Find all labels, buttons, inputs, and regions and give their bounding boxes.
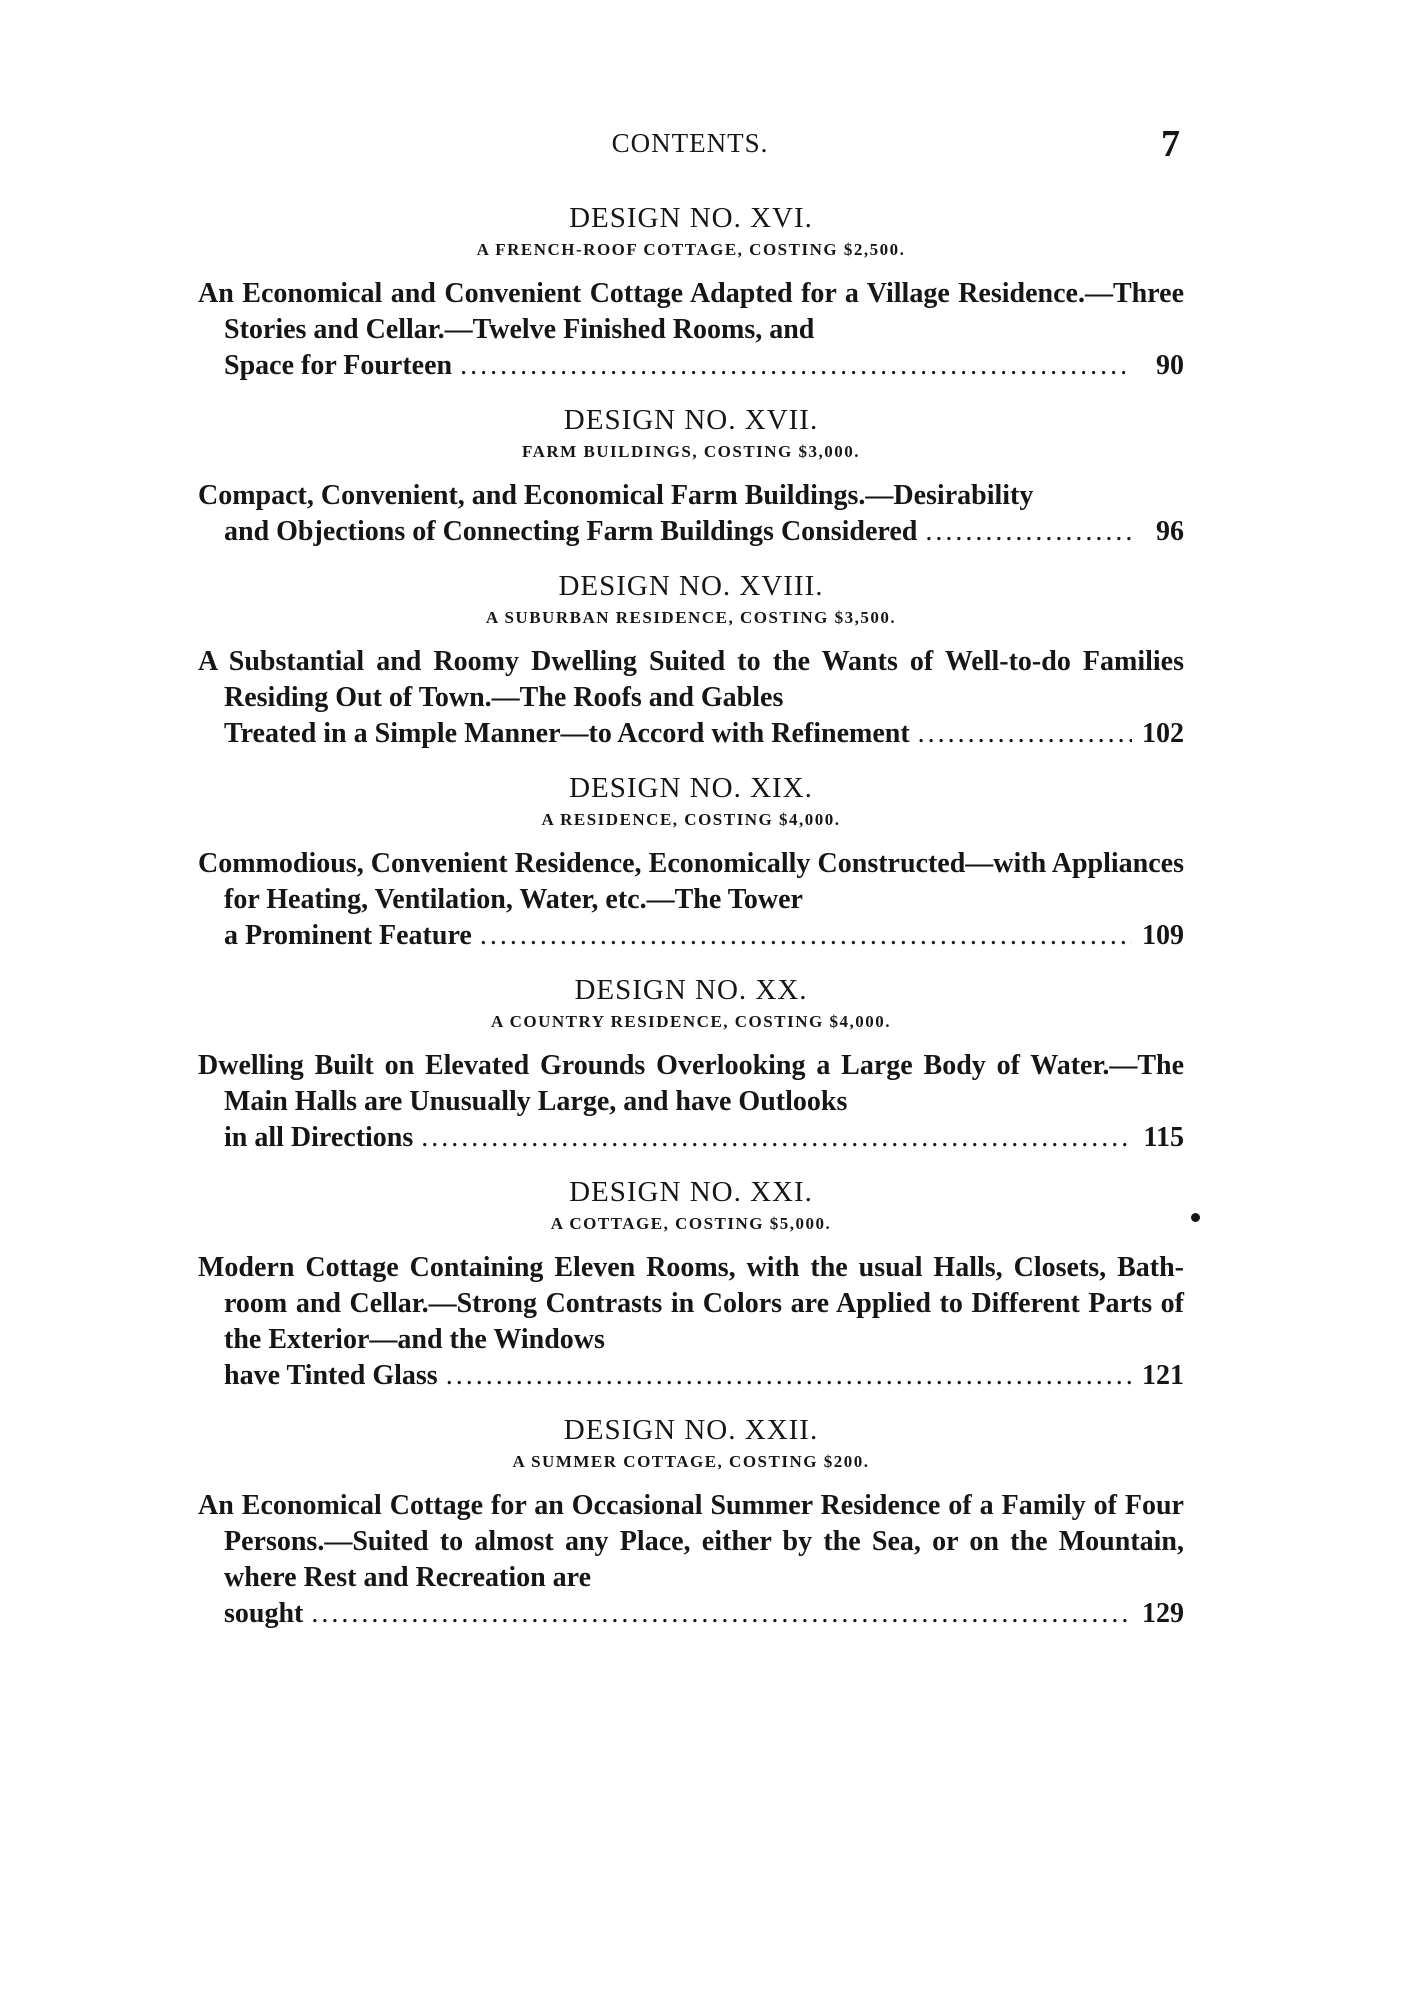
dot-leader: [918, 716, 1132, 752]
design-subtitle: FARM BUILDINGS, COSTING $3,000.: [521, 442, 861, 461]
toc-section-design-xxi: [198, 1174, 1184, 1394]
entry-last-line: [224, 1358, 1184, 1394]
entry-page-number: 129: [1142, 1598, 1184, 1629]
entry-page-number: 90: [1156, 350, 1184, 381]
entry-description: Compact, Convenient, and Economical Farm Buildings.—Desirability: [198, 480, 1034, 511]
design-heading: DESIGN NO. XXII.: [563, 1414, 819, 1446]
design-subtitle: A COUNTRY RESIDENCE, COSTING $4,000.: [491, 1012, 891, 1031]
toc-section-design-xvi: [198, 200, 1184, 384]
entry-page-number: 109: [1142, 920, 1184, 951]
entry-description: A Substantial and Roomy Dwelling Suited to the Wants of Well-to-do Families Residing Out of Town.—The Roofs and Gables: [198, 646, 1184, 713]
running-title: CONTENTS.: [611, 128, 769, 158]
design-heading: DESIGN NO. XVIII.: [558, 570, 824, 602]
entry-last-line: [224, 716, 1184, 752]
design-subtitle: A FRENCH-ROOF COTTAGE, COSTING $2,500.: [476, 240, 906, 259]
design-heading: DESIGN NO. XX.: [574, 974, 808, 1006]
ink-dot-mark: [1191, 1213, 1200, 1222]
dot-leader: [446, 1358, 1132, 1394]
toc-entry[interactable]: [198, 478, 1184, 550]
entry-last-line: [224, 1120, 1184, 1156]
entry-description: Commodious, Convenient Residence, Economically Constructed—with Appliances for Heating, Ventilation, Water, etc.—The Tower: [198, 848, 1184, 915]
toc-entry[interactable]: [198, 644, 1184, 752]
design-subtitle: A SUBURBAN RESIDENCE, COSTING $3,500.: [485, 608, 897, 627]
entry-last-text: sought: [224, 1598, 304, 1629]
design-heading: DESIGN NO. XIX.: [569, 772, 813, 804]
toc-entry[interactable]: [198, 846, 1184, 954]
design-heading: DESIGN NO. XVI.: [569, 202, 813, 234]
entry-last-text: and Objections of Connecting Farm Buildings Considered: [224, 516, 918, 547]
toc-entry[interactable]: [198, 276, 1184, 384]
entry-last-line: [224, 348, 1184, 384]
entry-page-number: 96: [1156, 516, 1184, 547]
design-subtitle: A COTTAGE, COSTING $5,000.: [550, 1214, 832, 1233]
entry-description: Modern Cottage Containing Eleven Rooms, with the usual Halls, Closets, Bath-room and Cellar.—Strong Contrasts in Colors are Applied to Different Parts of the Exterior—and the Windows: [198, 1252, 1184, 1355]
toc-section-design-xix: [198, 770, 1184, 954]
entry-description: An Economical Cottage for an Occasional Summer Residence of a Family of Four Persons.—Suited to almost any Place, either by the Sea, or on the Mountain, where Rest and Recreation are: [198, 1490, 1184, 1593]
dot-leader: [925, 514, 1132, 550]
entry-last-text: Space for Fourteen: [224, 350, 453, 381]
dot-leader: [460, 348, 1132, 384]
design-heading: DESIGN NO. XVII.: [563, 404, 819, 436]
design-subtitle: A RESIDENCE, COSTING $4,000.: [541, 810, 841, 829]
table-of-contents: [198, 200, 1184, 1632]
toc-section-design-xvii: [198, 402, 1184, 550]
entry-last-text: a Prominent Feature: [224, 920, 472, 951]
entry-last-text: in all Directions: [224, 1122, 414, 1153]
toc-entry[interactable]: [198, 1488, 1184, 1632]
toc-section-design-xviii: [198, 568, 1184, 752]
entry-page-number: 102: [1142, 718, 1184, 749]
entry-description: Dwelling Built on Elevated Grounds Overlooking a Large Body of Water.—The Main Halls are Unusually Large, and have Outlooks: [198, 1050, 1184, 1117]
entry-description: An Economical and Convenient Cottage Adapted for a Village Residence.—Three Stories and Cellar.—Twelve Finished Rooms, and: [198, 278, 1184, 345]
entry-last-line: [224, 918, 1184, 954]
entry-last-line: [224, 514, 1184, 550]
design-subtitle: A SUMMER COTTAGE, COSTING $200.: [512, 1452, 870, 1471]
design-heading: DESIGN NO. XXI.: [569, 1176, 813, 1208]
dot-leader: [480, 918, 1132, 954]
toc-entry[interactable]: [198, 1048, 1184, 1156]
running-head: [200, 123, 1180, 168]
page-number: 7: [1161, 123, 1180, 165]
entry-last-line: [224, 1596, 1184, 1632]
entry-page-number: 121: [1142, 1360, 1184, 1391]
entry-last-text: Treated in a Simple Manner—to Accord with Refinement: [224, 718, 910, 749]
dot-leader: [311, 1596, 1132, 1632]
dot-leader: [421, 1120, 1132, 1156]
toc-section-design-xxii: [198, 1412, 1184, 1632]
entry-page-number: 115: [1143, 1122, 1184, 1153]
toc-entry[interactable]: [198, 1250, 1184, 1394]
toc-section-design-xx: [198, 972, 1184, 1156]
entry-last-text: have Tinted Glass: [224, 1360, 438, 1391]
